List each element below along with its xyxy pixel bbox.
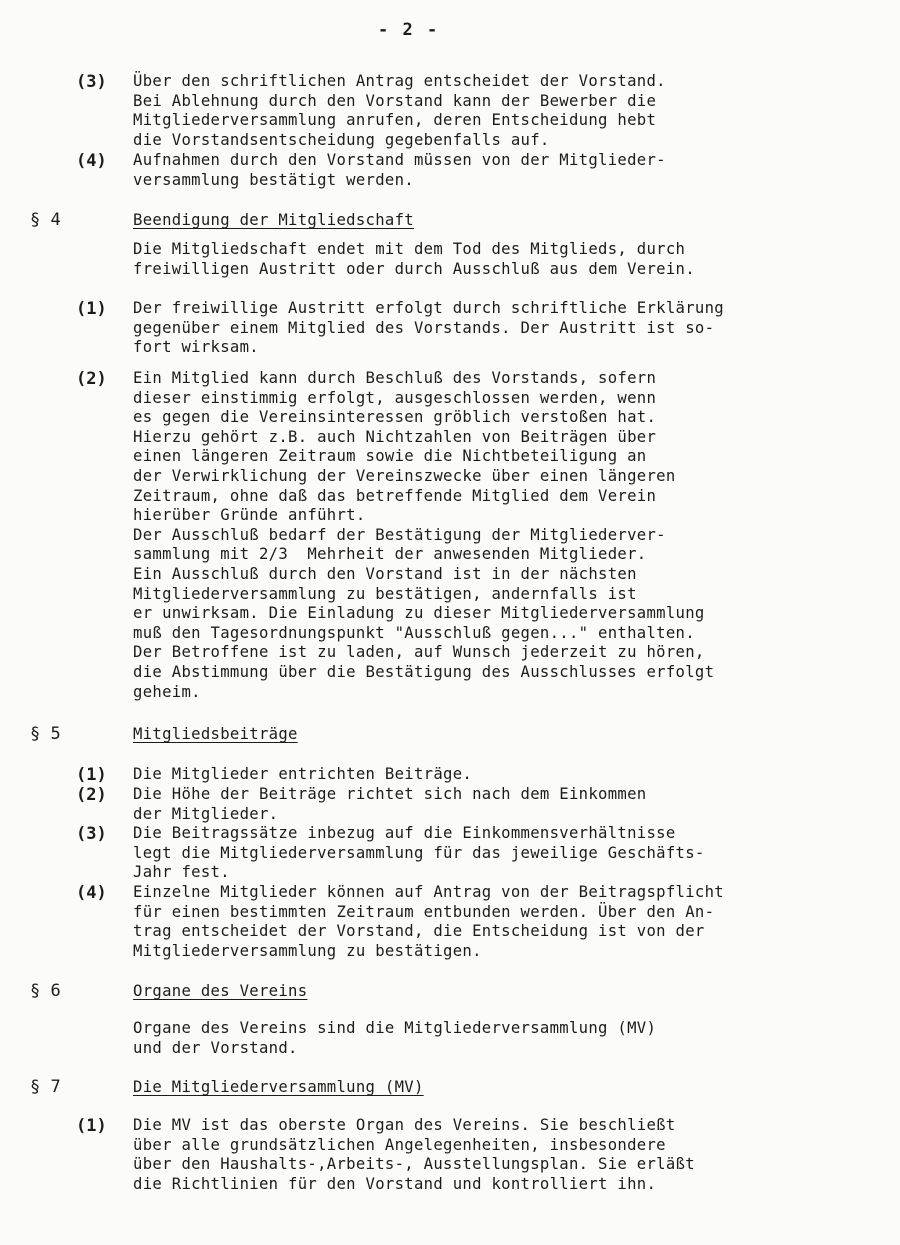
paragraph-number: (1) bbox=[76, 1116, 107, 1136]
section-heading: Mitgliedsbeiträge bbox=[133, 725, 298, 743]
paragraph-text: Organe des Vereins sind die Mitgliederversammlung (MV) und der Vorstand. bbox=[133, 1019, 657, 1057]
section-number: § 7 bbox=[30, 1077, 61, 1097]
paragraph-number: (1) bbox=[76, 299, 107, 319]
paragraph-text: Ein Mitglied kann durch Beschluß des Vorstands, sofern dieser einstimmig erfolgt, ausgeschlossen werden, wenn es gegen die Vereinsinteressen gröblich verstoßen hat. Hierzu gehört z.B. auch Nichtzahlen von Beiträgen über einen längeren Zeitraum sowie die Nichtbeteiligung an der Verwirklichung der Vereinszwecke über einen längeren Zeitraum, ohne daß das betreffende Mitglied dem Verein hierüber Gründe anführt. Der Ausschluß bedarf der Bestätigung der Mitgliederver- sammlung mit 2/3 Mehrheit der anwesenden Mitglieder. Ein Ausschluß durch den Vorstand ist in der nächsten Mitgliederversammlung zu bestätigen, andernfalls ist er unwirksam. Die Einladung zu dieser Mitgliederversammlung muß den Tagesordnungspunkt "Ausschluß gegen..." enthalten. Der Betroffene ist zu laden, auf Wunsch jederzeit zu hören, die Abstimmung über die Bestätigung des Ausschlusses erfolgt geheim. bbox=[133, 369, 715, 701]
paragraph-text: Die Beitragssätze inbezug auf die Einkommensverhältnisse legt die Mitgliederversammlung für das jeweilige Geschäfts- Jahr fest. bbox=[133, 824, 705, 882]
paragraph-text: Über den schriftlichen Antrag entscheidet der Vorstand. Bei Ablehnung durch den Vorstand kann der Bewerber die Mitgliederversammlung anrufen, deren Entscheidung hebt die Vorstandsentscheidung gegebenfalls auf. bbox=[133, 72, 666, 149]
paragraph-number: (1) bbox=[76, 765, 107, 785]
paragraph-text: Die Mitglieder entrichten Beiträge. bbox=[133, 765, 473, 783]
section-number: § 5 bbox=[30, 724, 61, 744]
paragraph-number: (2) bbox=[76, 785, 107, 805]
paragraph-number: (4) bbox=[76, 883, 107, 903]
section-heading: Organe des Vereins bbox=[133, 982, 308, 1000]
paragraph-text: Der freiwillige Austritt erfolgt durch schriftliche Erklärung gegenüber einem Mitglied des Vorstands. Der Austritt ist so- fort wirksam. bbox=[133, 299, 724, 357]
paragraph-number: (4) bbox=[76, 151, 107, 171]
page-number: - 2 - bbox=[378, 20, 440, 40]
paragraph-number: (2) bbox=[76, 369, 107, 389]
paragraph-text: Aufnahmen durch den Vorstand müssen von der Mitglieder- versammlung bestätigt werden. bbox=[133, 151, 666, 189]
paragraph-text: Die Höhe der Beiträge richtet sich nach dem Einkommen der Mitglieder. bbox=[133, 785, 647, 823]
paragraph-number: (3) bbox=[76, 72, 107, 92]
paragraph-text: Die Mitgliedschaft endet mit dem Tod des Mitglieds, durch freiwilligen Austritt oder durch Ausschluß aus dem Verein. bbox=[133, 240, 695, 278]
paragraph-number: (3) bbox=[76, 824, 107, 844]
section-heading: Beendigung der Mitgliedschaft bbox=[133, 211, 414, 229]
paragraph-text: Einzelne Mitglieder können auf Antrag von der Beitragspflicht für einen bestimmten Zeitraum entbunden werden. Über den An- trag entscheidet der Vorstand, die Entscheidung ist von der Mitgliederversammlung zu bestätigen. bbox=[133, 883, 724, 960]
section-number: § 6 bbox=[30, 981, 61, 1001]
section-number: § 4 bbox=[30, 210, 61, 230]
section-heading: Die Mitgliederversammlung (MV) bbox=[133, 1078, 424, 1096]
paragraph-text: Die MV ist das oberste Organ des Vereins. Sie beschließt über alle grundsätzlichen Angelegenheiten, insbesondere über den Haushalts-,Arbeits-, Ausstellungsplan. Sie erläßt die Richtlinien für den Vorstand und kontrolliert ihn. bbox=[133, 1116, 695, 1193]
